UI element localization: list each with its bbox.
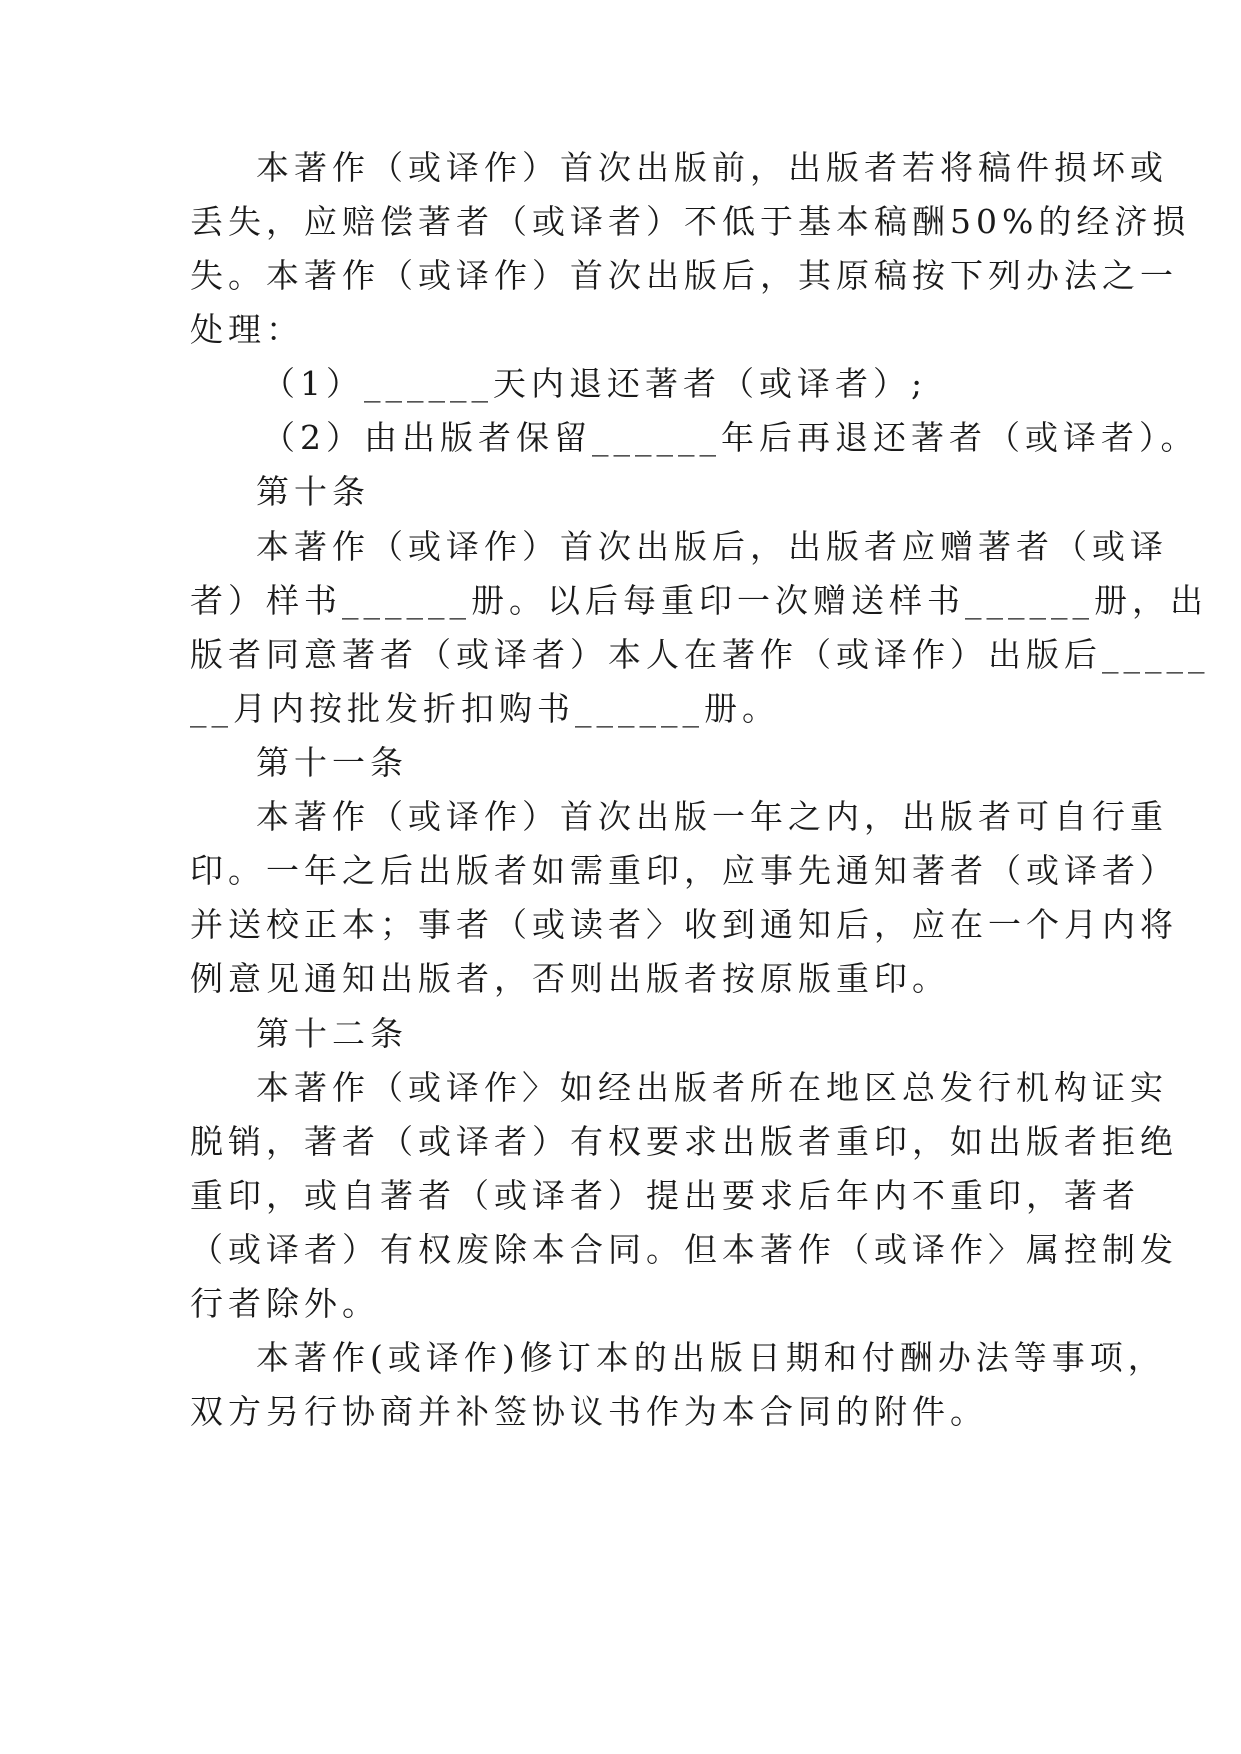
article-heading: 第十二条 <box>256 1014 408 1053</box>
paragraph-line: 行者除外。 <box>190 1284 380 1323</box>
paragraph-line: 本著作(或译作)修订本的出版日期和付酬办法等事项， <box>256 1338 1166 1377</box>
paragraph-line: 并送校正本；事者（或读者〉收到通知后，应在一个月内将 <box>190 905 1178 944</box>
paragraph-line: 丢失，应赔偿著者（或译者）不低于基本稿酬50%的经济损 <box>190 202 1191 241</box>
list-item: （1）______天内退还著者（或译者）; <box>262 364 928 403</box>
paragraph-line: 本著作（或译作）首次出版前，出版者若将稿件损坏或 <box>256 148 1168 187</box>
article-heading: 第十条 <box>256 472 370 511</box>
paragraph-line: 重印，或自著者（或译者）提出要求后年内不重印，著者 <box>190 1176 1140 1215</box>
paragraph-line: 失。本著作（或译作）首次出版后，其原稿按下列办法之一 <box>190 256 1178 295</box>
paragraph-line: __月内按批发折扣购书______册。 <box>190 689 780 728</box>
paragraph-line: 脱销，著者（或译者）有权要求出版者重印，如出版者拒绝 <box>190 1122 1178 1161</box>
article-heading: 第十一条 <box>256 743 408 782</box>
paragraph-line: 双方另行协商并补签协议书作为本合同的附件。 <box>190 1392 988 1431</box>
paragraph-line: （或译者）有权废除本合同。但本著作（或译作〉属控制发 <box>190 1230 1178 1269</box>
paragraph-line: 本著作（或译作〉如经出版者所在地区总发行机构证实 <box>256 1068 1168 1107</box>
paragraph-line: 例意见通知出版者，否则出版者按原版重印。 <box>190 959 950 998</box>
paragraph-line: 本著作（或译作）首次出版后，出版者应赠著者（或译 <box>256 527 1168 566</box>
list-item: （2）由出版者保留______年后再退还著者（或译者）。 <box>262 418 1199 457</box>
paragraph-line: 本著作（或译作）首次出版一年之内，出版者可自行重 <box>256 797 1168 836</box>
paragraph-line: 印。一年之后出版者如需重印，应事先通知著者（或译者） <box>190 851 1178 890</box>
paragraph-line: 处理： <box>190 310 304 349</box>
paragraph-line: 者）样书______册。以后每重印一次赠送样书______册，出 <box>190 581 1208 620</box>
paragraph-line: 版者同意著者（或译者）本人在著作（或译作）出版后_____ <box>190 635 1210 674</box>
